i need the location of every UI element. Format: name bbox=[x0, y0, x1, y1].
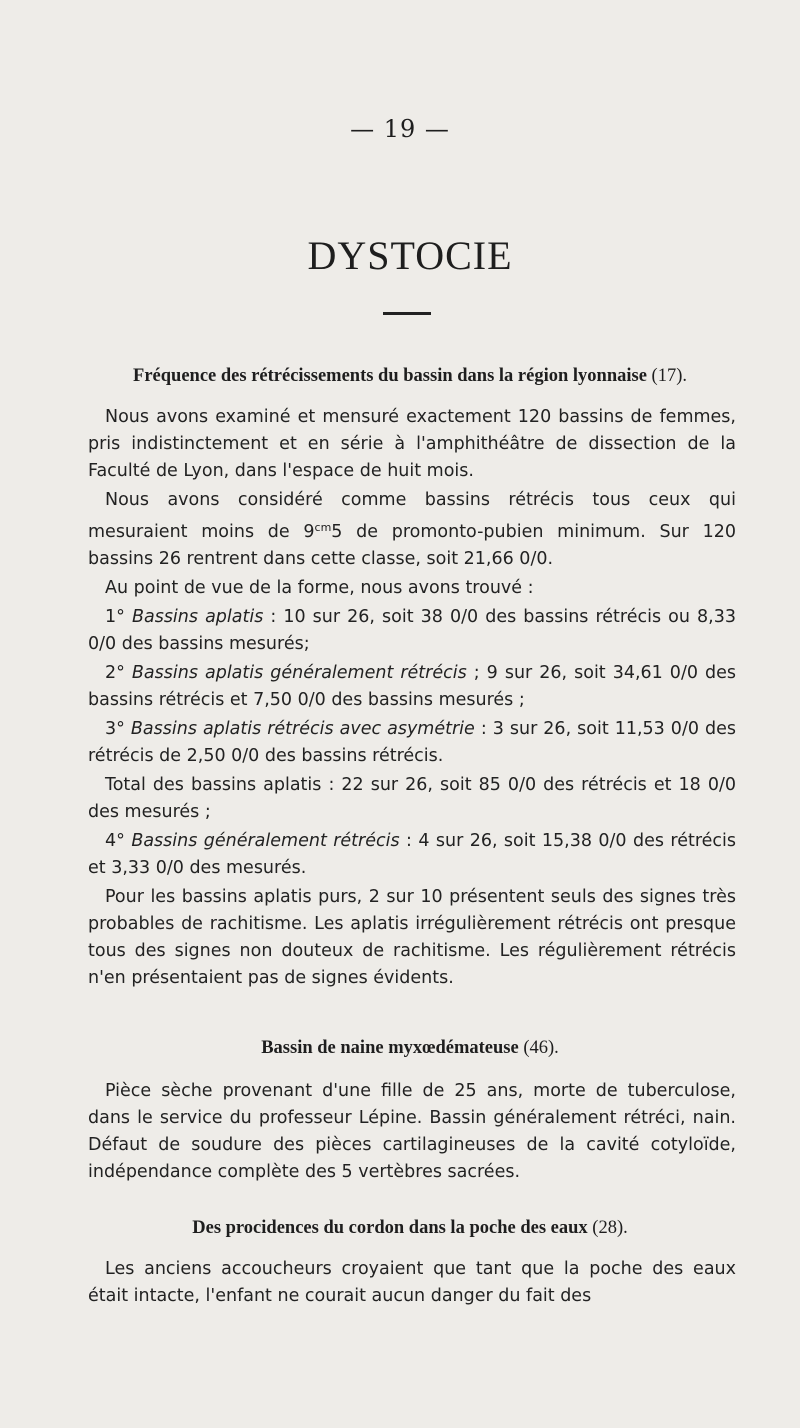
section-body-retrecissements bbox=[88, 404, 736, 992]
section-heading-ref: (28). bbox=[592, 1218, 628, 1238]
item-number: 1° bbox=[105, 607, 125, 627]
item-text: : 10 sur 26, soit 38 0/0 des bassins rétrécis ou 8,33 0/0 des bassins mesurés; bbox=[88, 607, 736, 654]
item-label: Bassins aplatis bbox=[131, 607, 264, 627]
section-heading-naine bbox=[0, 1038, 800, 1059]
item-number: 2° bbox=[105, 663, 125, 683]
item-text: : 3 sur 26, soit 11,53 0/0 des rétrécis de 2,50 0/0 des bassins rétrécis. bbox=[88, 719, 736, 766]
section-heading-text: Fréquence des rétrécissements du bassin dans la région lyonnaise bbox=[133, 366, 647, 386]
list-item bbox=[88, 660, 736, 714]
item-text: ; 9 sur 26, soit 34,61 0/0 des bassins rétrécis et 7,50 0/0 des bassins mesurés ; bbox=[88, 663, 736, 710]
item-number: 4° bbox=[105, 831, 125, 851]
item-label: Bassins généralement rétrécis bbox=[131, 831, 400, 851]
section-heading-text: Des procidences du cordon dans la poche des eaux bbox=[192, 1218, 588, 1238]
item-number: 3° bbox=[105, 719, 125, 739]
title-divider bbox=[383, 312, 431, 315]
paragraph: Pièce sèche provenant d'une fille de 25 ans, morte de tuberculose, dans le service du professeur Lépine. Bassin généralement rétréci, nain. Défaut de soudure des pièces cartilagineuses de la cavité cotyloïde, indépendance complète des 5 vertèbres sacrées. bbox=[88, 1081, 736, 1182]
page-number: — 19 — bbox=[350, 115, 450, 143]
list-item bbox=[88, 604, 736, 658]
section-heading-retrecissements bbox=[0, 366, 800, 387]
list-item bbox=[88, 828, 736, 882]
paragraph: Les anciens accoucheurs croyaient que tant que la poche des eaux était intacte, l'enfant ne courait aucun danger du fait des bbox=[88, 1259, 736, 1306]
section-body-procidences bbox=[88, 1256, 736, 1310]
list-item bbox=[88, 716, 736, 770]
paragraph: Au point de vue de la forme, nous avons trouvé : bbox=[105, 578, 534, 598]
section-heading-text: Bassin de naine myxœdémateuse bbox=[261, 1038, 519, 1058]
item-label: Bassins aplatis généralement rétrécis bbox=[131, 663, 467, 683]
item-label: Bassins aplatis rétrécis avec asymétrie bbox=[130, 719, 475, 739]
paragraph: Total des bassins aplatis : 22 sur 26, soit 85 0/0 des rétrécis et 18 0/0 des mesurés ; bbox=[88, 775, 736, 822]
section-heading-ref: (17). bbox=[651, 366, 687, 386]
section-body-naine bbox=[88, 1078, 736, 1186]
paragraph bbox=[88, 487, 736, 573]
item-text: : 4 sur 26, soit 15,38 0/0 des rétrécis et 3,33 0/0 des mesurés. bbox=[88, 831, 736, 878]
section-heading-procidences bbox=[0, 1218, 800, 1239]
section-heading-ref: (46). bbox=[523, 1038, 559, 1058]
text-segment: Nous avons considéré comme bassins rétrécis tous ceux qui mesuraient moins de 9 bbox=[88, 490, 736, 542]
superscript-unit: cm bbox=[314, 521, 332, 534]
paragraph: Pour les bassins aplatis purs, 2 sur 10 présentent seuls des signes très probables de rachitisme. Les aplatis irrégulièrement rétrécis ont presque tous des signes non douteux de rachitisme. Les régulièrement rétrécis n'en présentaient pas de signes évidents. bbox=[88, 887, 736, 988]
chapter-title: DYSTOCIE bbox=[307, 233, 513, 278]
paragraph: Nous avons examiné et mensuré exactement 120 bassins de femmes, pris indistinctement et en série à l'amphithéâtre de dissection de la Faculté de Lyon, dans l'espace de huit mois. bbox=[88, 407, 736, 481]
text-segment: 5 de promonto-pubien minimum. Sur 120 bassins 26 rentrent dans cette classe, soit 21,66 0/0. bbox=[88, 522, 736, 569]
